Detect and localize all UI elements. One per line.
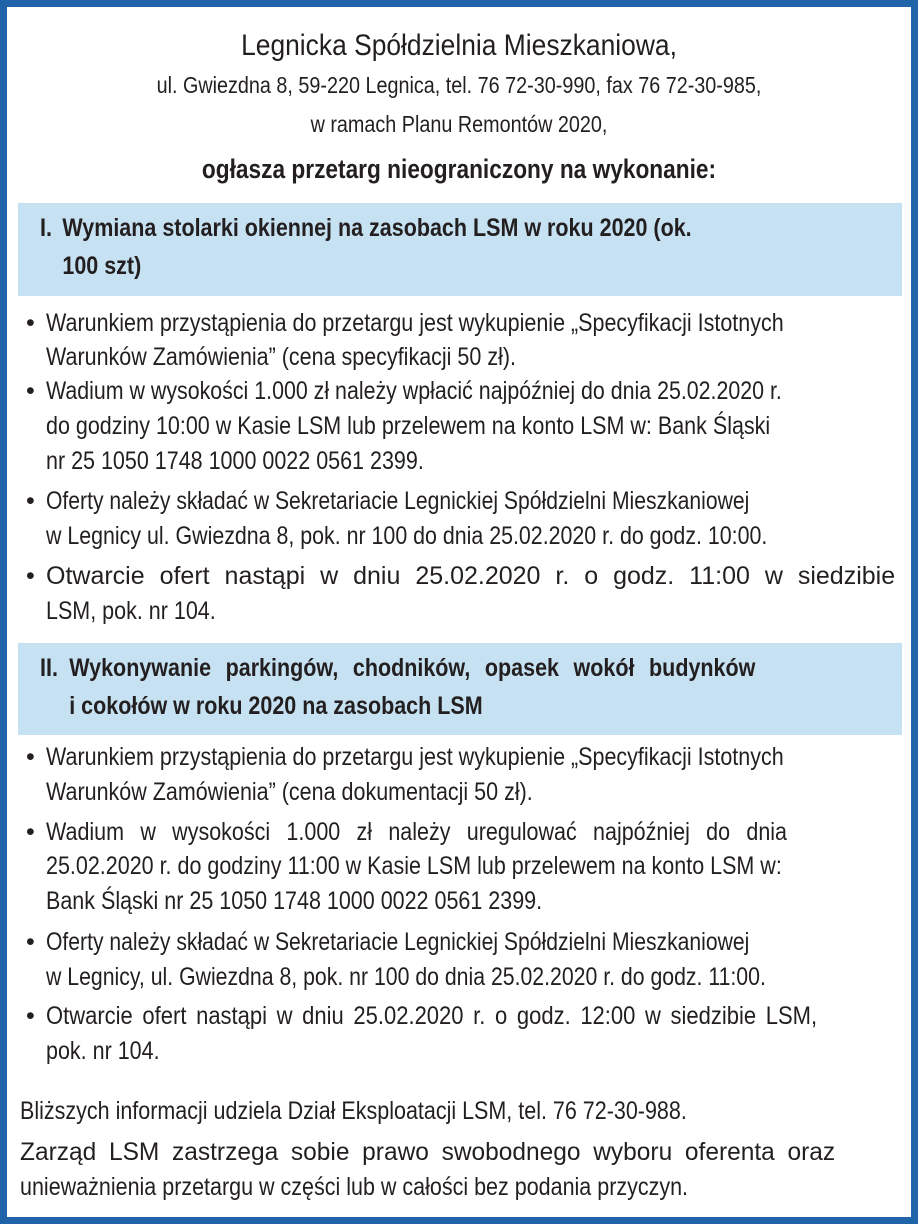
organization-address: ul. Gwiezdna 8, 59-220 Legnica, tel. 76 72-30-990, fax 76 72-30-985, bbox=[156, 72, 762, 98]
s2-item2-line3: Bank Śląski nr 25 1050 1748 1000 0022 0561 2399. bbox=[46, 887, 543, 915]
section-2-header bbox=[18, 643, 902, 735]
bullet-icon: • bbox=[26, 377, 35, 405]
s2-item1-line1: Warunkiem przystąpienia do przetargu jest wykupienie „Specyfikacji Istotnych bbox=[46, 743, 784, 771]
reservation-line-1: Zarząd LSM zastrzega sobie prawo swobodnego wyboru oferenta oraz bbox=[20, 1138, 836, 1166]
s1-item1-line1: Warunkiem przystąpienia do przetargu jest wykupienie „Specyfikacji Istotnych bbox=[46, 309, 784, 337]
s2-item2-line1: Wadium w wysokości 1.000 zł należy uregulować najpóźniej do dnia bbox=[46, 818, 788, 846]
s2-item3-line1: Oferty należy składać w Sekretariacie Legnickiej Spółdzielni Mieszkaniowej bbox=[46, 928, 750, 956]
s2-item3-line2: w Legnicy, ul. Gwiezdna 8, pok. nr 100 do dnia 25.02.2020 r. do godz. 11:00. bbox=[46, 963, 766, 991]
s1-item1-line2: Warunków Zamówienia” (cena specyfikacji 50 zł). bbox=[46, 343, 516, 371]
bullet-icon: • bbox=[26, 1002, 35, 1030]
s1-item2-line2: do godziny 10:00 w Kasie LSM lub przelewem na konto LSM w: Bank Śląski bbox=[46, 412, 771, 440]
s1-item4-line1: Otwarcie ofert nastąpi w dniu 25.02.2020 r. o godz. 11:00 w siedzibie bbox=[46, 562, 896, 590]
s1-item2-line3: nr 25 1050 1748 1000 0022 0561 2399. bbox=[46, 447, 424, 475]
section-1-header bbox=[18, 203, 902, 296]
bullet-icon: • bbox=[26, 928, 35, 956]
section-1-number: I. bbox=[40, 214, 52, 242]
section-2-number: II. bbox=[40, 654, 58, 682]
announcement-heading: ogłasza przetarg nieograniczony na wykonanie: bbox=[201, 154, 717, 184]
s1-item2-line1: Wadium w wysokości 1.000 zł należy wpłacić najpóźniej do dnia 25.02.2020 r. bbox=[46, 377, 782, 405]
s1-item3-line2: w Legnicy ul. Gwiezdna 8, pok. nr 100 do dnia 25.02.2020 r. do godz. 10:00. bbox=[46, 522, 768, 550]
section-2-title-line-1: Wykonywanie parkingów, chodników, opasek wokół budynków bbox=[69, 654, 756, 682]
s2-item1-line2: Warunków Zamówienia” (cena dokumentacji 50 zł). bbox=[46, 778, 533, 806]
s2-item2-line2: 25.02.2020 r. do godziny 11:00 w Kasie LSM lub przelewem na konto LSM w: bbox=[46, 852, 782, 880]
reservation-line-2: unieważnienia przetargu w części lub w całości bez podania przyczyn. bbox=[20, 1173, 689, 1201]
s1-item4-line2: LSM, pok. nr 104. bbox=[46, 597, 216, 625]
bullet-icon: • bbox=[26, 818, 35, 846]
plan-line: w ramach Planu Remontów 2020, bbox=[310, 111, 608, 137]
s2-item4-line1: Otwarcie ofert nastąpi w dniu 25.02.2020 r. o godz. 12:00 w siedzibie LSM, bbox=[46, 1002, 818, 1030]
s1-item3-line1: Oferty należy składać w Sekretariacie Legnickiej Spółdzielni Mieszkaniowej bbox=[46, 487, 750, 515]
bullet-icon: • bbox=[26, 487, 35, 515]
section-1-title-line-1: Wymiana stolarki okiennej na zasobach LSM w roku 2020 (ok. bbox=[62, 214, 692, 242]
section-2-title-line-2: i cokołów w roku 2020 na zasobach LSM bbox=[69, 692, 483, 720]
contact-info: Bliższych informacji udziela Dział Eksploatacji LSM, tel. 76 72-30-988. bbox=[20, 1097, 687, 1125]
s2-item4-line2: pok. nr 104. bbox=[46, 1037, 160, 1065]
organization-name: Legnicka Spółdzielnia Mieszkaniowa, bbox=[241, 29, 677, 62]
section-1-title-line-2: 100 szt) bbox=[62, 252, 142, 280]
bullet-icon: • bbox=[26, 743, 35, 771]
bullet-icon: • bbox=[26, 309, 35, 337]
bullet-icon: • bbox=[26, 562, 35, 590]
